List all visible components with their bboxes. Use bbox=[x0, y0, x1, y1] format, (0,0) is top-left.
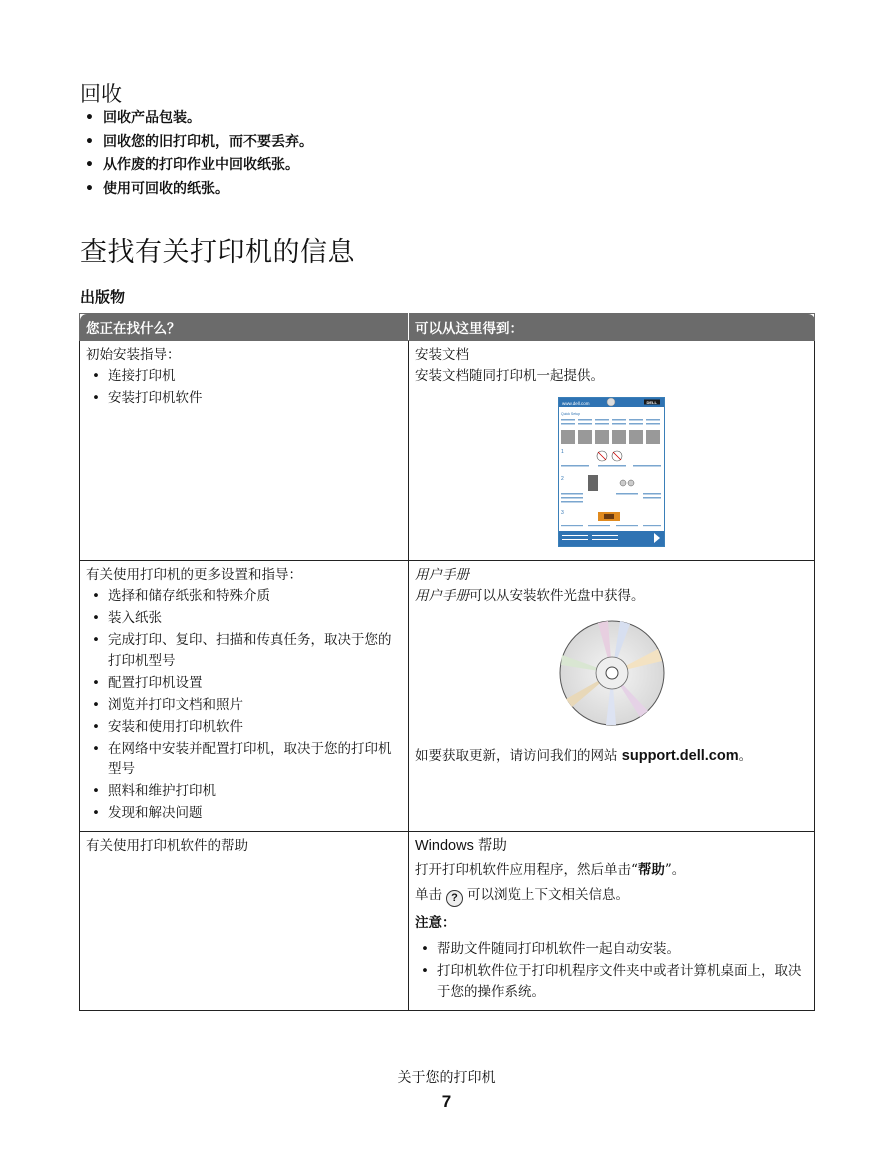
recycle-heading: 回收 bbox=[80, 82, 122, 106]
help-prefix: 打开打印机软件应用程序，然后单击“ bbox=[415, 862, 638, 878]
update-prefix: 如要获取更新，请访问我们的网站 bbox=[415, 748, 622, 764]
table-cell bbox=[409, 561, 815, 832]
click-help-line bbox=[415, 885, 808, 907]
thumb-site: www.dell.com bbox=[562, 401, 590, 406]
section-heading: 查找有关打印机的信息 bbox=[80, 237, 355, 268]
column-header: 可以从这里得到： bbox=[409, 314, 815, 341]
column-header: 您正在找什么？ bbox=[80, 314, 409, 341]
cell-text: 安装文档随同打印机一起提供。 bbox=[415, 368, 604, 384]
table-row bbox=[80, 561, 815, 832]
setup-document-thumbnail bbox=[558, 397, 665, 547]
list-item: • 配置打印机设置 bbox=[86, 673, 402, 694]
thumb-step: 2 bbox=[561, 476, 564, 482]
list-item: • 发现和解决问题 bbox=[86, 803, 402, 824]
thumb-logo: DELL bbox=[646, 399, 657, 405]
list-item: • 安装打印机软件 bbox=[86, 388, 402, 409]
bullet-list bbox=[86, 586, 402, 824]
click-prefix: 单击 bbox=[415, 887, 442, 903]
table-cell bbox=[409, 341, 815, 561]
list-item: • 回收产品包装。 bbox=[80, 107, 313, 131]
click-suffix: 可以浏览上下文相关信息。 bbox=[467, 887, 629, 903]
list-item: • 打印机软件位于打印机程序文件夹中或者计算机桌面上，取决于您的操作系统。 bbox=[415, 961, 808, 1002]
cell-title: Windows 帮助 bbox=[415, 838, 507, 854]
cell-text bbox=[415, 859, 808, 881]
cell-title: 初始安装指导： bbox=[86, 347, 181, 363]
list-item: • 照料和维护打印机 bbox=[86, 781, 402, 802]
bullet-list bbox=[86, 366, 402, 409]
table-cell bbox=[80, 341, 409, 561]
update-suffix: 。 bbox=[738, 748, 753, 764]
table-header-row bbox=[80, 314, 815, 341]
thumb-step: 1 bbox=[561, 449, 564, 455]
list-item: • 回收您的旧打印机，而不要丢弃。 bbox=[80, 131, 313, 155]
cell-title: 有关使用打印机软件的帮助 bbox=[86, 838, 248, 854]
update-line bbox=[415, 746, 808, 767]
list-item: • 装入纸张 bbox=[86, 608, 402, 629]
footer-title: 关于您的打印机 bbox=[397, 1070, 496, 1086]
thumb-title: Quick Setup bbox=[561, 412, 581, 416]
table-cell bbox=[409, 832, 815, 1011]
note-label: 注意： bbox=[415, 915, 456, 930]
publications-table bbox=[79, 313, 815, 1011]
recycle-list bbox=[80, 107, 313, 201]
publications-heading: 出版物 bbox=[80, 288, 126, 306]
table-cell bbox=[80, 561, 409, 832]
support-link[interactable]: support.dell.com bbox=[621, 748, 739, 764]
cell-text bbox=[415, 586, 808, 607]
user-guide-italic: 用户手册 bbox=[415, 588, 469, 604]
cd-icon bbox=[558, 619, 666, 727]
list-item: • 安装和使用打印机软件 bbox=[86, 717, 402, 738]
help-icon[interactable]: ? bbox=[446, 890, 463, 907]
table-row bbox=[80, 832, 815, 1011]
list-item: • 使用可回收的纸张。 bbox=[80, 178, 313, 202]
cell-title: 用户手册 bbox=[415, 567, 469, 583]
thumb-step: 3 bbox=[561, 510, 564, 516]
help-suffix: ”。 bbox=[664, 862, 686, 878]
list-item: • 选择和储存纸张和特殊介质 bbox=[86, 586, 402, 607]
list-item: • 从作废的打印作业中回收纸张。 bbox=[80, 154, 313, 178]
user-guide-text: 可以从安装软件光盘中获得。 bbox=[469, 588, 645, 604]
help-bold: 帮助 bbox=[637, 862, 665, 877]
cell-title: 有关使用打印机的更多设置和指导： bbox=[86, 567, 302, 583]
table-cell bbox=[80, 832, 409, 1011]
note-list bbox=[415, 939, 808, 1002]
page-number: 7 bbox=[441, 1092, 452, 1111]
list-item: • 连接打印机 bbox=[86, 366, 402, 387]
table-row bbox=[80, 341, 815, 561]
list-item: • 完成打印、复印、扫描和传真任务，取决于您的打印机型号 bbox=[86, 630, 402, 671]
list-item: • 帮助文件随同打印机软件一起自动安装。 bbox=[415, 939, 808, 960]
list-item: • 浏览并打印文档和照片 bbox=[86, 695, 402, 716]
cell-title: 安装文档 bbox=[415, 347, 469, 363]
list-item: • 在网络中安装并配置打印机，取决于您的打印机型号 bbox=[86, 739, 402, 780]
